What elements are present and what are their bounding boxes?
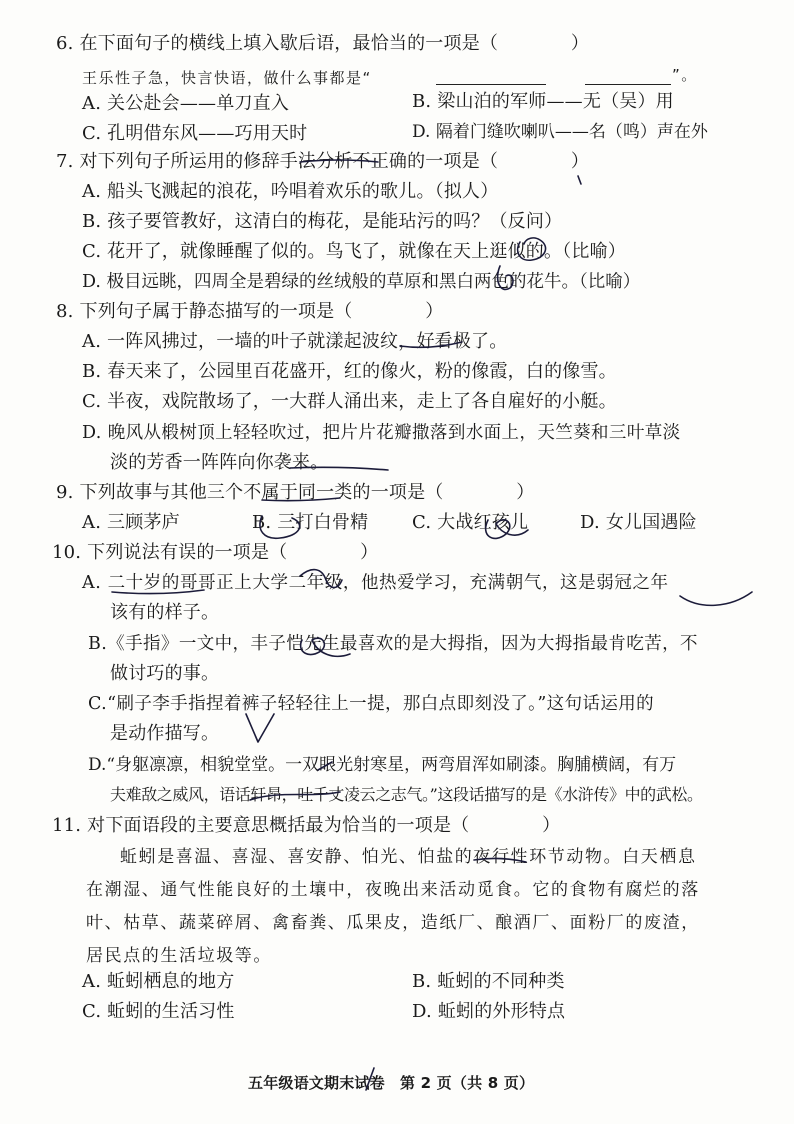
q6-sentence-end: ”。 (672, 66, 698, 84)
q10-option-c-line2: 是动作描写。 (110, 723, 220, 744)
q9-option-b: B. 三打白骨精 (252, 512, 369, 533)
q9-option-a: A. 三顾茅庐 (82, 512, 180, 533)
q10-stem: 10. 下列说法有误的一项是（ ） (52, 542, 379, 563)
pen-mark-q7-tick (578, 176, 581, 184)
q10-option-b-line2: 做讨巧的事。 (110, 663, 220, 684)
q7-option-d: D. 极目远眺，四周全是碧绿的丝绒般的草原和黑白两色的花牛。（比喻） (82, 272, 641, 292)
q8-option-a: A. 一阵风拂过，一墙的叶子就漾起波纹，好看极了。 (82, 331, 508, 352)
q10-option-c-line1: C.“刷子李手指捏着裤子轻轻往上一提，那白点即刻没了。”这句话运用的 (88, 694, 655, 714)
q6-option-c: C. 孔明借东风——巧用天时 (82, 123, 308, 144)
q8-option-d-line1: D. 晚风从椴树顶上轻轻吹过，把片片花瓣撒落到水面上，天竺葵和三叶草淡 (82, 423, 681, 443)
q11-option-d: D. 蚯蚓的外形特点 (412, 1001, 566, 1022)
q8-stem: 8. 下列句子属于静态描写的一项是（ ） (56, 301, 444, 322)
pen-mark-q10a-curve (680, 592, 752, 605)
q10-option-a-line2: 该有的样子。 (110, 602, 220, 623)
q6-option-b: B. 梁山泊的军师——无（吴）用 (412, 91, 674, 112)
pen-mark-q10c-check (246, 714, 274, 742)
q6-answer-blank-2[interactable] (585, 84, 671, 85)
q11-passage-line3: 叶、枯草、蔬菜碎屑、禽畜粪、瓜果皮，造纸厂、酿酒厂、面粉厂的废渣， (86, 913, 700, 933)
q7-option-c: C. 花开了，就像睡醒了似的。鸟飞了，就像在天上逛似的。（比喻） (82, 241, 626, 262)
q7-option-b: B. 孩子要管教好，这清白的梅花，是能玷污的吗？（反问） (82, 211, 563, 232)
q7-stem: 7. 对下列句子所运用的修辞手法分析不正确的一项是（ ） (56, 151, 590, 172)
q7-option-a: A. 船头飞溅起的浪花，吟唱着欢乐的歌儿。（拟人） (82, 181, 499, 202)
q6-option-d: D. 隔着门缝吹喇叭——名（鸣）声在外 (412, 122, 708, 142)
page-footer: 五年级语文期末试卷 第 2 页（共 8 页） (248, 1074, 535, 1092)
q10-option-a-line1: A. 二十岁的哥哥正上大学二年级，他热爱学习，充满朝气，这是弱冠之年 (82, 573, 669, 593)
q11-option-a: A. 蚯蚓栖息的地方 (82, 971, 235, 992)
q9-option-d: D. 女儿国遇险 (580, 512, 697, 533)
q11-option-c: C. 蚯蚓的生活习性 (82, 1001, 235, 1022)
q6-sentence-start: 王乐性子急，快言快语，做什么事都是“ (82, 69, 372, 87)
q8-option-c: C. 半夜，戏院散场了，一大群人涌出来，走上了各自雇好的小艇。 (82, 391, 617, 412)
q10-option-b-line1: B.《手指》一文中，丰子恺先生最喜欢的是大拇指，因为大拇指最肯吃苦，不 (88, 634, 698, 654)
q11-passage-line4: 居民点的生活垃圾等。 (86, 946, 272, 966)
q10-option-d-line1: D.“身躯凛凛，相貌堂堂。一双眼光射寒星，两弯眉浑如刷漆。胸脯横阔，有万 (88, 755, 677, 775)
q9-stem: 9. 下列故事与其他三个不属于同一类的一项是（ ） (56, 482, 535, 503)
q8-option-d-line2: 淡的芳香一阵阵向你袭来。 (110, 452, 329, 473)
q8-option-b: B. 春天来了，公园里百花盛开，红的像火，粉的像霞，白的像雪。 (82, 361, 617, 382)
q6-answer-blank-1[interactable] (436, 84, 546, 85)
q6-option-a: A. 关公赴会——单刀直入 (82, 93, 290, 114)
q11-passage-line1: 蚯蚓是喜温、喜湿、喜安静、怕光、怕盐的夜行性环节动物。白天栖息 (120, 847, 697, 867)
q9-option-c: C. 大战红孩儿 (412, 512, 529, 533)
q11-stem: 11. 对下面语段的主要意思概括最为恰当的一项是（ ） (52, 815, 561, 836)
q6-stem: 6. 在下面句子的横线上填入歇后语，最恰当的一项是（ ） (56, 33, 590, 54)
q11-passage-line2: 在潮湿、通气性能良好的土壤中，夜晚出来活动觅食。它的食物有腐烂的落 (86, 880, 700, 900)
q11-option-b: B. 蚯蚓的不同种类 (412, 971, 565, 992)
q10-option-d-line2: 夫难敌之威风，语话轩昂，吐千丈凌云之志气。”这段话描写的是《水浒传》中的武松。 (110, 785, 703, 804)
